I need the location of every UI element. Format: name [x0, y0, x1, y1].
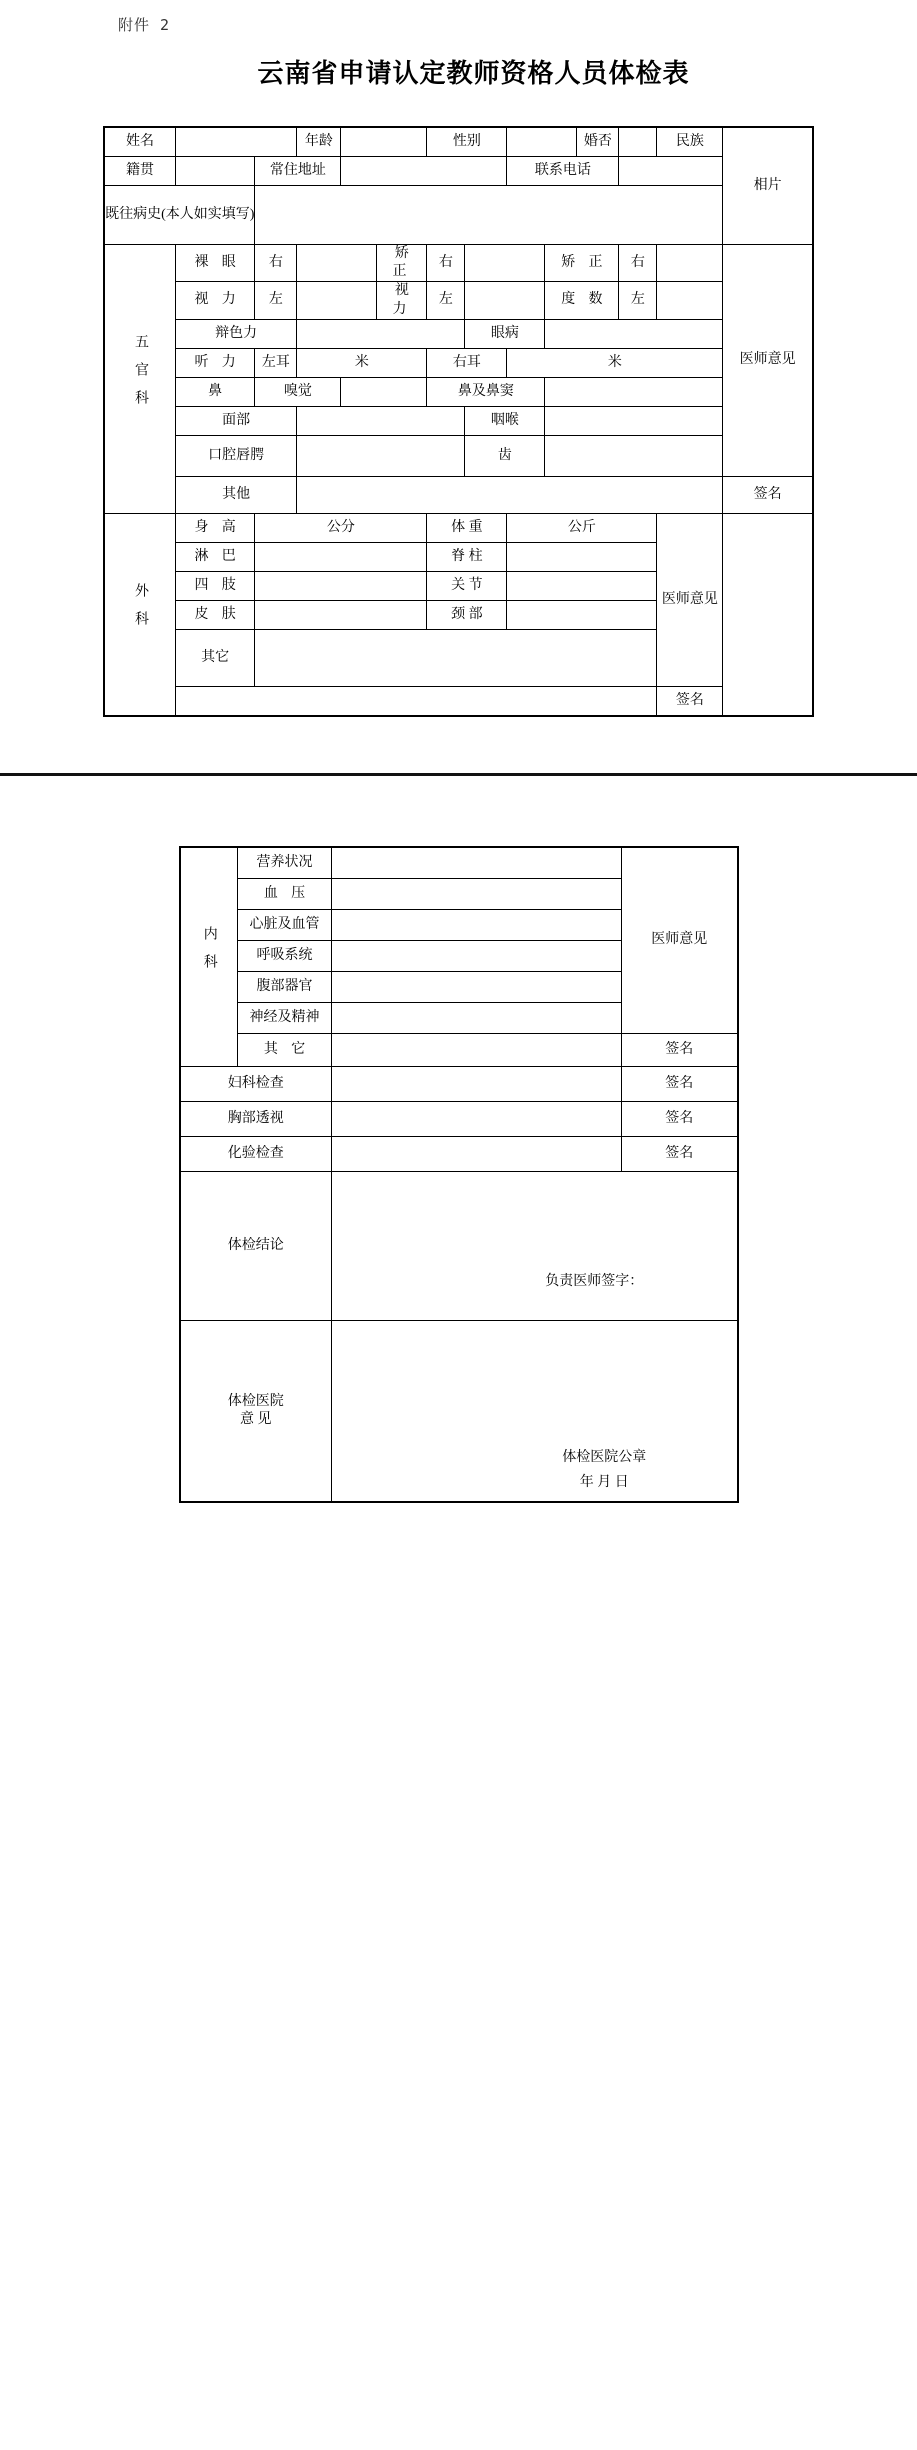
- surgery-section-label: [104, 513, 175, 716]
- table-row: [180, 1171, 738, 1320]
- joints-value[interactable]: [507, 571, 657, 600]
- corrected-degree-right-value[interactable]: [657, 245, 723, 282]
- corrected-degree-left-label: 左: [619, 282, 657, 319]
- nose-label: 鼻: [175, 377, 255, 406]
- naked-vision-right-value[interactable]: [297, 245, 377, 282]
- chest-xray-label: 胸部透视: [180, 1101, 332, 1136]
- corrected-vision-right-label: 右: [427, 245, 465, 282]
- table-row: [104, 245, 813, 282]
- ethnicity-label: 民族: [657, 127, 723, 157]
- phone-value[interactable]: [619, 157, 723, 186]
- left-ear-value[interactable]: 米: [297, 348, 427, 377]
- marital-value[interactable]: [619, 127, 657, 157]
- origin-value[interactable]: [175, 157, 255, 186]
- corrected-vision-right-value[interactable]: [465, 245, 545, 282]
- table-row: [104, 377, 813, 406]
- attachment-label: 附件 2: [118, 16, 171, 34]
- ent-section-text: 五官科: [132, 333, 148, 418]
- name-value[interactable]: [175, 127, 297, 157]
- abdominal-label: 腹部器官: [238, 971, 332, 1002]
- ent-signature-label[interactable]: 签名: [723, 476, 813, 513]
- limbs-value[interactable]: [255, 571, 427, 600]
- corrected-degree-right-label: 右: [619, 245, 657, 282]
- hospital-opinion-label: [180, 1320, 332, 1502]
- face-value[interactable]: [297, 406, 465, 435]
- hospital-opinion-label-line2: 意 见: [240, 1411, 272, 1427]
- surgery-other-label: 其它: [175, 629, 255, 686]
- lab-test-signature-label[interactable]: 签名: [622, 1136, 738, 1171]
- table-row: [104, 686, 813, 716]
- height-value[interactable]: 公分: [255, 513, 427, 542]
- table-row: [104, 319, 813, 348]
- gender-label: 性别: [427, 127, 507, 157]
- chest-xray-value[interactable]: [332, 1101, 622, 1136]
- age-label: 年龄: [297, 127, 341, 157]
- marital-label: 婚否: [577, 127, 619, 157]
- surgery-other-value[interactable]: [255, 629, 657, 686]
- address-label: 常住地址: [255, 157, 341, 186]
- surgery-signature-label[interactable]: 签名: [657, 686, 723, 716]
- history-label: 既往病史(本人如实填写): [104, 186, 255, 245]
- neuro-label: 神经及精神: [238, 1002, 332, 1033]
- limbs-label: 四 肢: [175, 571, 255, 600]
- lab-test-value[interactable]: [332, 1136, 622, 1171]
- internal-section-label: [180, 847, 238, 1067]
- joints-label: 关 节: [427, 571, 507, 600]
- teeth-label: 齿: [465, 435, 545, 476]
- internal-other-value[interactable]: [332, 1033, 622, 1066]
- corrected-vision-label-1: 矫 正: [377, 245, 427, 282]
- table-row: [104, 282, 813, 319]
- naked-vision-label-1: 裸 眼: [175, 245, 255, 282]
- lymph-value[interactable]: [255, 542, 427, 571]
- throat-value[interactable]: [545, 406, 723, 435]
- naked-vision-left-value[interactable]: [297, 282, 377, 319]
- surgery-doctor-opinion[interactable]: 医师意见: [657, 513, 723, 686]
- table-row: [104, 157, 813, 186]
- neck-label: 颈 部: [427, 600, 507, 629]
- heart-vessel-value[interactable]: [332, 909, 622, 940]
- conclusion-label: 体检结论: [180, 1171, 332, 1320]
- naked-vision-right-label: 右: [255, 245, 297, 282]
- neck-value[interactable]: [507, 600, 657, 629]
- name-label: 姓名: [104, 127, 175, 157]
- face-label: 面部: [175, 406, 297, 435]
- table-row: [104, 513, 813, 542]
- hospital-stamp-label: 体检医院公章: [562, 1449, 647, 1465]
- lab-test-label: 化验检查: [180, 1136, 332, 1171]
- hospital-opinion-label-line1: 体检医院: [227, 1393, 284, 1409]
- page2-bottom-gap: [0, 1503, 917, 1533]
- chest-xray-signature-label[interactable]: 签名: [622, 1101, 738, 1136]
- spine-label: 脊 柱: [427, 542, 507, 571]
- surgery-section-text: 外科: [132, 583, 148, 640]
- ent-other-value[interactable]: [297, 476, 723, 513]
- table-row: [180, 1033, 738, 1066]
- naked-vision-label-2: 视 力: [175, 282, 255, 319]
- teeth-value[interactable]: [545, 435, 723, 476]
- skin-label: 皮 肤: [175, 600, 255, 629]
- table-row: [180, 1320, 738, 1502]
- gyn-signature-label[interactable]: 签名: [622, 1066, 738, 1101]
- page-1: [0, 0, 917, 776]
- internal-section-text: 内科: [201, 925, 217, 982]
- respiratory-label: 呼吸系统: [238, 940, 332, 971]
- ent-section-label: [104, 245, 175, 514]
- table-row: [180, 1066, 738, 1101]
- spine-value[interactable]: [507, 542, 657, 571]
- gyn-exam-label: 妇科检查: [180, 1066, 332, 1101]
- gyn-exam-value[interactable]: [332, 1066, 622, 1101]
- smell-label: 嗅觉: [255, 377, 341, 406]
- nutrition-value[interactable]: [332, 847, 622, 879]
- lymph-label: 淋 巴: [175, 542, 255, 571]
- conclusion-value[interactable]: [332, 1171, 738, 1320]
- right-ear-label: 右耳: [427, 348, 507, 377]
- corrected-degree-label-1: 矫 正: [545, 245, 619, 282]
- table-row: [104, 435, 813, 476]
- table-row: [104, 476, 813, 513]
- table-row: [180, 847, 738, 879]
- nose-sinus-value[interactable]: [545, 377, 723, 406]
- table-row: [104, 348, 813, 377]
- mouth-label: 口腔唇腭: [175, 435, 297, 476]
- internal-doctor-opinion[interactable]: 医师意见: [622, 847, 738, 1034]
- left-ear-label: 左耳: [255, 348, 297, 377]
- responsible-doctor-signature[interactable]: 负责医师签字：: [545, 1273, 644, 1289]
- ent-doctor-opinion[interactable]: 医师意见: [723, 245, 813, 477]
- corrected-degree-left-value[interactable]: [657, 282, 723, 319]
- page-2: [0, 776, 917, 1533]
- ent-other-label: 其他: [175, 476, 297, 513]
- hearing-label: 听 力: [175, 348, 255, 377]
- origin-label: 籍贯: [104, 157, 175, 186]
- corrected-vision-label-2: 视 力: [377, 282, 427, 319]
- history-value[interactable]: [255, 186, 723, 245]
- photo-cell: 相片: [723, 127, 813, 245]
- blood-pressure-label: 血 压: [238, 878, 332, 909]
- page1-table-container: [0, 90, 917, 717]
- weight-label: 体 重: [427, 513, 507, 542]
- abdominal-value[interactable]: [332, 971, 622, 1002]
- mouth-value[interactable]: [297, 435, 465, 476]
- table-row: [180, 1136, 738, 1171]
- eye-disease-value[interactable]: [545, 319, 723, 348]
- corrected-vision-left-value[interactable]: [465, 282, 545, 319]
- smell-value[interactable]: [341, 377, 427, 406]
- table-row: [104, 406, 813, 435]
- address-value[interactable]: [341, 157, 507, 186]
- surgery-other-value-cont[interactable]: [175, 686, 657, 716]
- table-row: [180, 1101, 738, 1136]
- phone-label: 联系电话: [507, 157, 619, 186]
- page2-table-container: [0, 828, 917, 1503]
- age-value[interactable]: [341, 127, 427, 157]
- nose-sinus-label: 鼻及鼻窦: [427, 377, 545, 406]
- table-row: [104, 127, 813, 157]
- weight-value[interactable]: 公斤: [507, 513, 657, 542]
- blood-pressure-value[interactable]: [332, 878, 622, 909]
- physical-exam-table-part1: [103, 126, 814, 717]
- heart-vessel-label: 心脏及血管: [238, 909, 332, 940]
- table-row: [104, 186, 813, 245]
- page-title: 云南省申请认定教师资格人员体检表: [257, 59, 690, 88]
- neuro-value[interactable]: [332, 1002, 622, 1033]
- gender-value[interactable]: [507, 127, 577, 157]
- physical-exam-table-part2: [179, 846, 739, 1503]
- internal-signature-label[interactable]: 签名: [622, 1033, 738, 1066]
- eye-disease-label: 眼病: [465, 319, 545, 348]
- color-vision-value[interactable]: [297, 319, 465, 348]
- throat-label: 咽喉: [465, 406, 545, 435]
- internal-other-label: 其 它: [238, 1033, 332, 1066]
- color-vision-label: 辩色力: [175, 319, 297, 348]
- height-label: 身 高: [175, 513, 255, 542]
- nutrition-label: 营养状况: [238, 847, 332, 879]
- corrected-degree-label-2: 度 数: [545, 282, 619, 319]
- respiratory-value[interactable]: [332, 940, 622, 971]
- naked-vision-left-label: 左: [255, 282, 297, 319]
- hospital-opinion-value[interactable]: [332, 1320, 738, 1502]
- page2-top-gap: [0, 776, 917, 828]
- corrected-vision-left-label: 左: [427, 282, 465, 319]
- hospital-date-label: 年 月 日: [579, 1474, 629, 1490]
- right-ear-value[interactable]: 米: [507, 348, 723, 377]
- skin-value[interactable]: [255, 600, 427, 629]
